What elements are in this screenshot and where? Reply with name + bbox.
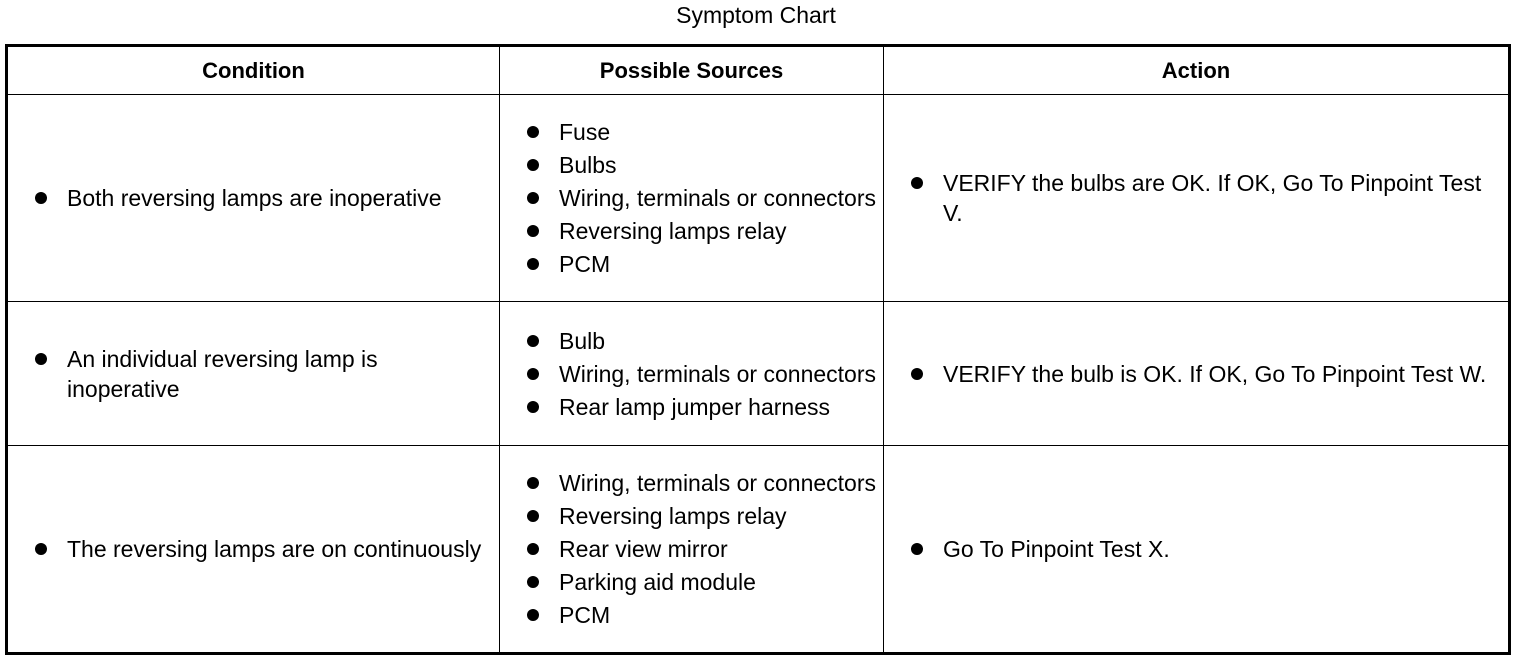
source-item: Reversing lamps relay bbox=[500, 501, 883, 531]
condition-cell bbox=[7, 302, 500, 446]
source-item: Parking aid module bbox=[500, 567, 883, 597]
source-item: Rear view mirror bbox=[500, 534, 883, 564]
source-item: Wiring, terminals or connectors bbox=[500, 468, 883, 498]
action-cell bbox=[884, 302, 1510, 446]
condition-text: Both reversing lamps are inoperative bbox=[8, 183, 499, 213]
sources-cell bbox=[500, 95, 884, 302]
action-text: Go To Pinpoint Test X. bbox=[884, 534, 1508, 564]
source-item: Bulb bbox=[500, 326, 883, 356]
source-item: Reversing lamps relay bbox=[500, 216, 883, 246]
condition-cell bbox=[7, 446, 500, 654]
source-item: Fuse bbox=[500, 117, 883, 147]
source-item: Rear lamp jumper harness bbox=[500, 392, 883, 422]
table-row bbox=[7, 446, 1510, 654]
table-row bbox=[7, 95, 1510, 302]
condition-cell bbox=[7, 95, 500, 302]
action-text: VERIFY the bulb is OK. If OK, Go To Pinpoint Test W. bbox=[884, 359, 1508, 389]
table-header-row bbox=[7, 46, 1510, 95]
action-cell bbox=[884, 95, 1510, 302]
sources-cell bbox=[500, 446, 884, 654]
condition-text: The reversing lamps are on continuously bbox=[8, 534, 499, 564]
table-row bbox=[7, 302, 1510, 446]
condition-text: An individual reversing lamp is inoperative bbox=[8, 344, 499, 404]
action-text: VERIFY the bulbs are OK. If OK, Go To Pinpoint Test V. bbox=[884, 168, 1508, 228]
sources-cell bbox=[500, 302, 884, 446]
page-title: Symptom Chart bbox=[676, 2, 836, 28]
source-item: PCM bbox=[500, 249, 883, 279]
symptom-chart-table bbox=[5, 44, 1511, 655]
source-item: Bulbs bbox=[500, 150, 883, 180]
header-action: Action bbox=[884, 46, 1510, 95]
source-item: PCM bbox=[500, 600, 883, 630]
header-possible-sources: Possible Sources bbox=[500, 46, 884, 95]
header-condition: Condition bbox=[7, 46, 500, 95]
source-item: Wiring, terminals or connectors bbox=[500, 183, 883, 213]
action-cell bbox=[884, 446, 1510, 654]
source-item: Wiring, terminals or connectors bbox=[500, 359, 883, 389]
